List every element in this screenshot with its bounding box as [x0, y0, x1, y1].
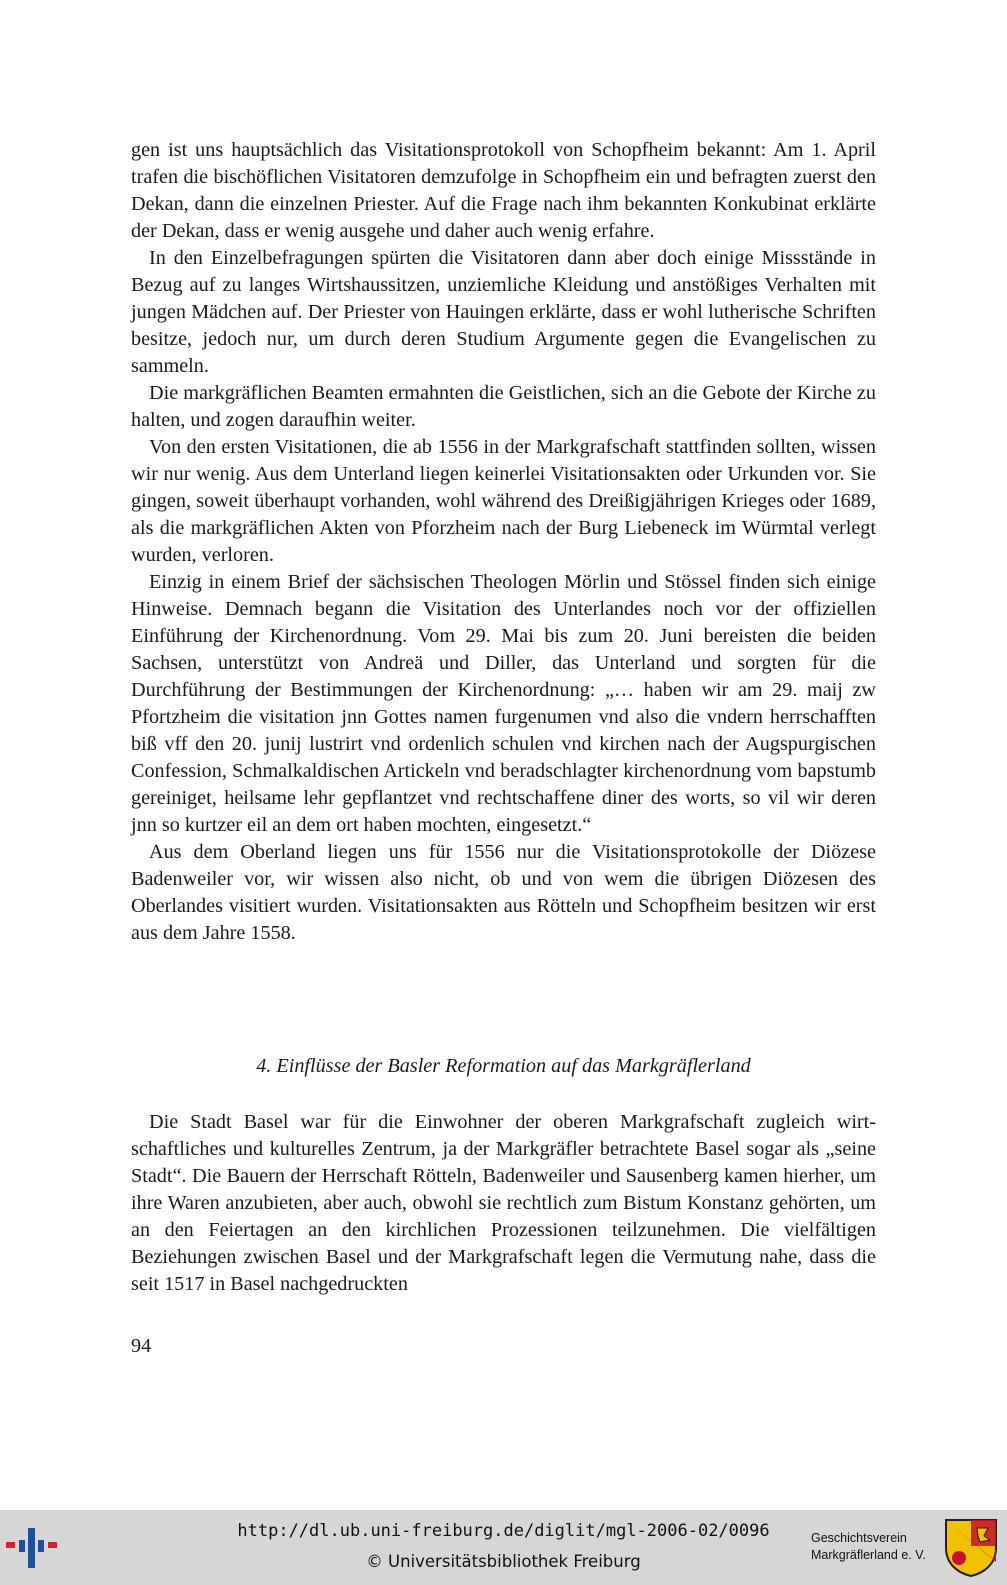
paragraph: Einzig in einem Brief der sächsischen Theologen Mörlin und Stössel finden sich einige Hinweise. Demnach begann die Visitation des Unterlandes noch vor der offiziellen Einführung der Kirchenordnung. Vom 29. Mai bis zum 20. Juni bereisten die beiden Sachsen, unterstützt von Andreä und Diller, das Unterland und sorgten für die Durchführung der Bestimmungen der Kirchenordnung: „… haben wir am 29. maij zw Pfortzheim die visitation jnn Gottes namen furgenumen vnd also die vndern herrschafften biß vff den 20. junij lustrirt vnd ordenlich schulen vnd kirchen nach der Augspurgischen Confession, Schmalkaldischen Artickeln vnd beradschlagter kirchenordnung vom bapstumb gereiniget, heilsame lehr gepflantzet vnd rechtschaffene diner des worts, so vil wir deren jnn so kurtzer eil an dem ort haben mochten, eingesetzt.“ [131, 571, 876, 836]
body-text-upper [131, 137, 876, 947]
society-line-1: Geschichtsverein [811, 1531, 907, 1545]
paragraph: Die markgräflichen Beamten ermahnten die Geistlichen, sich an die Gebote der Kirche zu halten, und zogen daraufhin weiter. [131, 382, 876, 431]
paragraph: Die Stadt Basel war für die Einwohner der oberen Markgrafschaft zugleich wirtschaftliches und kulturelles Zentrum, ja der Markgräfler betrachtete Basel sogar als „seine Stadt“. Die Bauern der Herrschaft Rötteln, Badenweiler und Sausenberg kamen hierher, um ihre Waren anzubieten, aber auch, obwohl sie rechtlich zum Bistum Konstanz gehörten, um an den Feiertagen an den kirchlichen Prozessionen teilzunehmen. Die vielfältigen Beziehungen zwischen Basel und der Markgrafschaft legen die Vermutung nahe, dass die seit 1517 in Basel nachgedruckten [131, 1111, 876, 1295]
footer-bar [0, 1510, 1007, 1585]
paragraph: In den Einzelbefragungen spürten die Visitatoren dann aber doch einige Missstände in Bezug auf zu langes Wirtshaussitzen, unziemliche Kleidung und anstößiges Verhalten mit jungen Mädchen auf. Der Priester von Hauingen erklärte, dass er wohl lutherische Schriften besitze, jedoch nur, um durch deren Studium Argumente gegen die Evangelischen zu sammeln. [131, 247, 876, 377]
footer-copyright: © Universitätsbibliothek Freiburg [366, 1552, 641, 1571]
footer-url-link[interactable]: http://dl.ub.uni-freiburg.de/diglit/mgl-2006-02/0096 [237, 1521, 770, 1541]
section-heading: 4. Einflüsse der Basler Reformation auf das Markgräflerland [256, 1055, 751, 1077]
paragraph: Aus dem Oberland liegen uns für 1556 nur die Visitationsprotokolle der Diözese Badenweiler vor, wir wissen also nicht, ob und von wem die übrigen Diözesen des Oberlandes visitiert wurden. Visitationsakten aus Rötteln und Schopfheim besitzen wir erst aus dem Jahre 1558. [131, 841, 876, 944]
page-number: 94 [131, 1335, 152, 1357]
paragraph: gen ist uns hauptsächlich das Visitationsprotokoll von Schopfheim bekannt: Am 1. April trafen die bischöflichen Visitatoren demzufolge in Schopfheim ein und befragten zuerst den Dekan, dann die einzelnen Priester. Auf die Frage nach ihm bekannten Konkubinat erklärte der Dekan, dass er wenig ausgehe und daher auch wenig erfahre. [131, 139, 876, 242]
coat-of-arms-icon [944, 1518, 998, 1578]
footer-society-name [811, 1530, 926, 1564]
body-text-lower [131, 1109, 876, 1298]
paragraph: Von den ersten Visitationen, die ab 1556 in der Markgrafschaft stattfinden sollten, wissen wir nur wenig. Aus dem Unterland liegen keinerlei Visitationsakten oder Urkunden vor. Sie gingen, soweit überhaupt vorhanden, wohl während des Dreißigjährigen Krieges oder 1689, als die markgräflichen Akten von Pforzheim nach der Burg Liebeneck im Würmtal verlegt wurden, verloren. [131, 436, 876, 566]
society-line-2: Markgräflerland e. V. [811, 1548, 926, 1562]
